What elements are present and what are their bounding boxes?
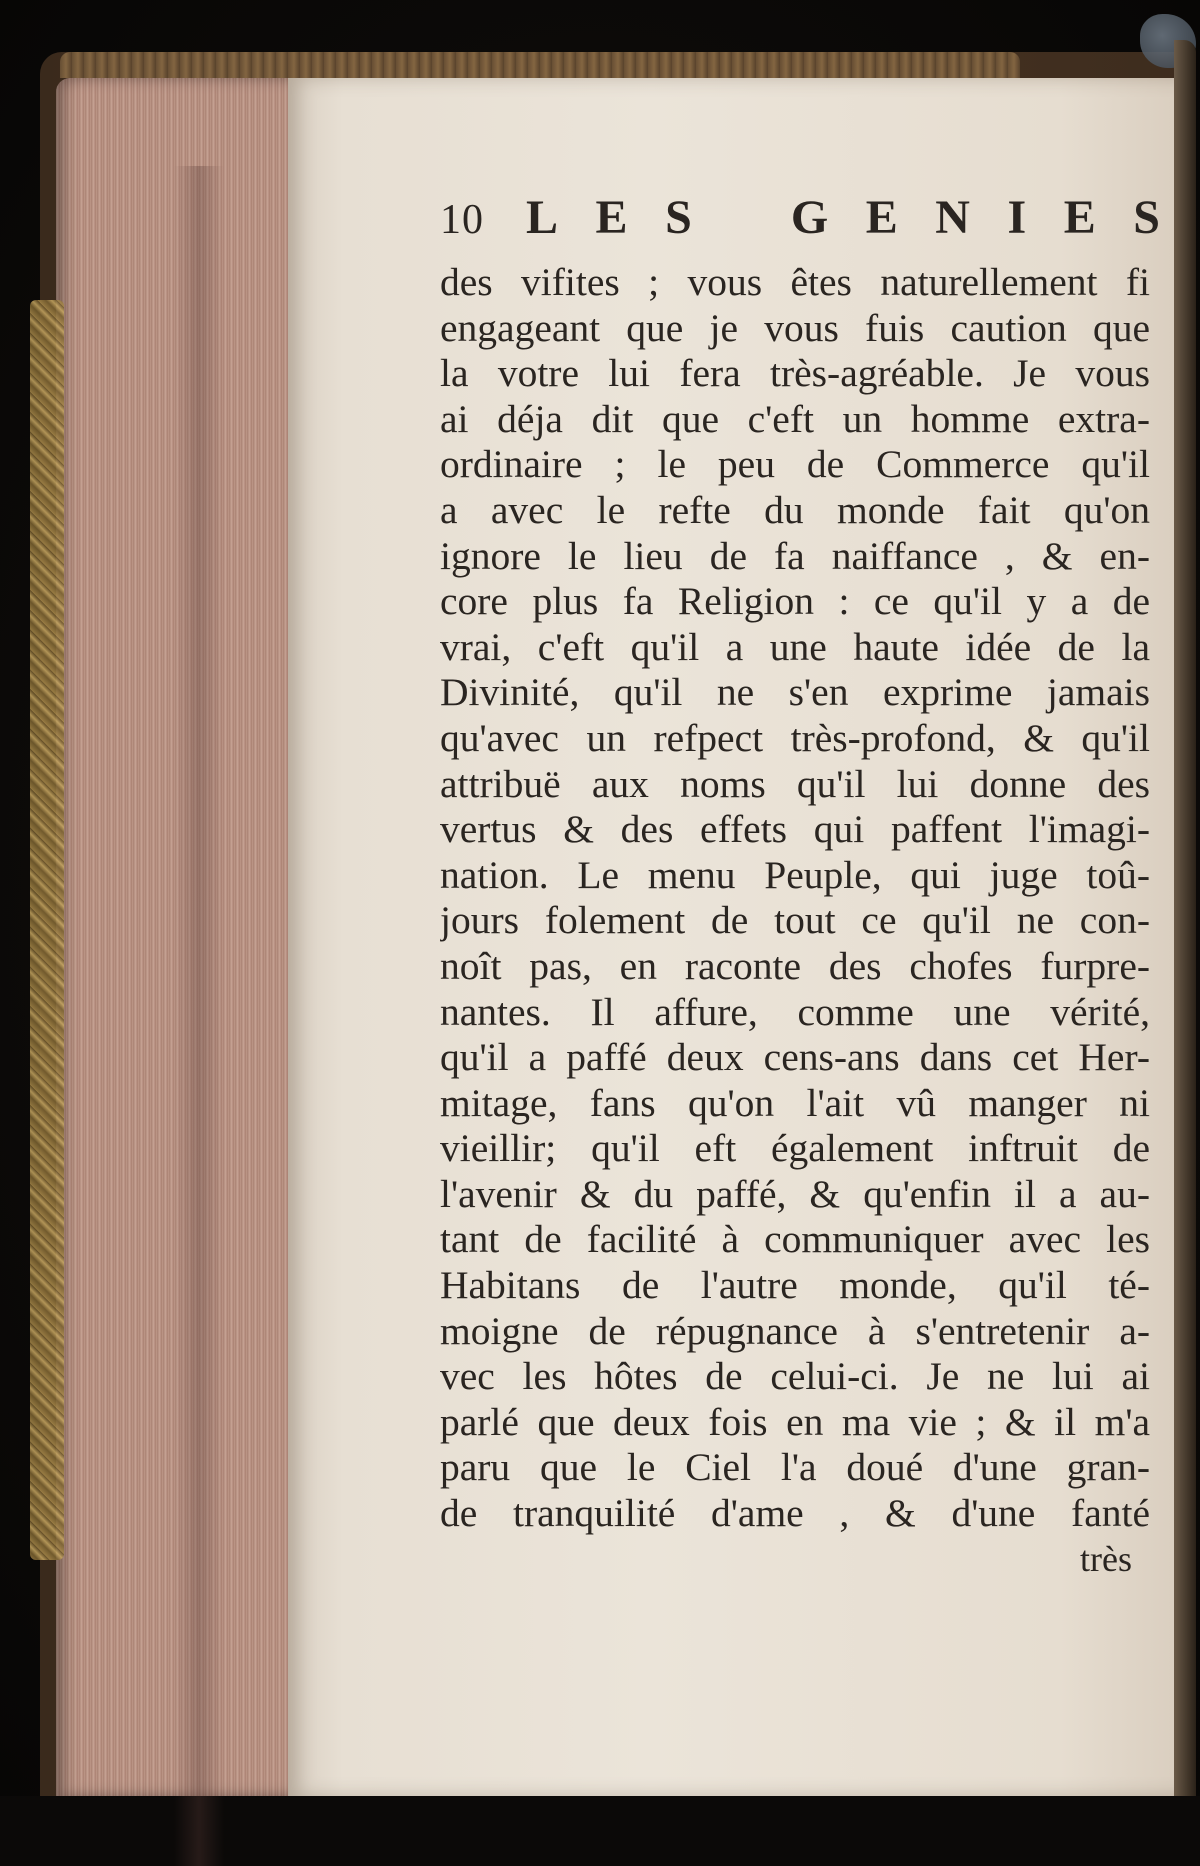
cover-headband [60,52,1020,78]
text-line: nantes. Il affure, comme une vérité, [440,989,1150,1034]
text-line: mitage, fans qu'on l'ait vû manger ni [440,1080,1150,1125]
text-line: la votre lui fera très-agréable. Je vous [440,351,1150,396]
running-title-letter: L [526,191,559,244]
running-title-letter: S [665,191,692,244]
page-number: 10 [440,197,484,243]
running-title-letter: I [1007,191,1027,244]
text-line: tant de facilité à communiquer avec les [440,1217,1150,1262]
page-right-edge [1174,40,1196,1796]
text-line: l'avenir & du paffé, & qu'enfin il a au- [440,1171,1150,1216]
running-title-letter: N [935,191,970,244]
text-line: vieillir; qu'il eft également inftruit de [440,1126,1150,1171]
text-line: attribuë aux noms qu'il lui donne des [440,761,1150,806]
text-block [440,190,1160,1582]
text-line: vrai, c'eft qu'il a une haute idée de la [440,624,1150,669]
text-line: jours folement de tout ce qu'il ne con- [440,898,1150,943]
running-title-letter: E [865,191,898,244]
text-line: a avec le refte du monde fait qu'on [440,487,1150,532]
page-edges-shadow [174,166,224,1866]
page-header [440,190,1160,260]
running-title-letter: S [1133,191,1160,244]
text-line: des vifites ; vous êtes naturellement fi [440,260,1150,304]
running-title-letter: E [1063,191,1096,244]
text-line: vertus & des effets qui paffent l'imagi- [440,807,1150,852]
gilt-spine-decoration [30,300,64,1560]
text-line: paru que le Ciel l'a doué d'une gran- [440,1445,1150,1490]
text-line: ordinaire ; le peu de Commerce qu'il [440,442,1150,487]
text-line: Divinité, qu'il ne s'en exprime jamais [440,670,1150,715]
running-title-letter: E [595,191,628,244]
text-line: vec les hôtes de celui-ci. Je ne lui ai [440,1354,1150,1399]
text-line: noît pas, en raconte des chofes furpre- [440,943,1150,988]
text-line: engageant que je vous fuis caution que [440,305,1150,350]
text-line: core plus fa Religion : ce qu'il y a de [440,579,1150,624]
text-line: ai déja dit que c'eft un homme extra- [440,396,1150,441]
text-line: de tranquilité d'ame , & d'une fanté [440,1491,1150,1536]
text-line: nation. Le menu Peuple, qui juge toû- [440,852,1150,897]
text-line: qu'il a paffé deux cens-ans dans cet Her- [440,1035,1150,1080]
text-line: ignore le lieu de fa naiffance , & en- [440,533,1150,578]
running-title-space [729,190,753,245]
running-title [526,190,1160,245]
text-line: qu'avec un refpect très-profond, & qu'il [440,715,1150,760]
page-edges [56,78,292,1796]
text-line: parlé que deux fois en ma vie ; & il m'a [440,1399,1150,1444]
running-title-letter: G [790,191,829,244]
text-line: moigne de répugnance à s'entretenir a- [440,1308,1150,1353]
catchword: très [1080,1538,1132,1579]
text-line: Habitans de l'autre monde, qu'il té- [440,1263,1150,1308]
